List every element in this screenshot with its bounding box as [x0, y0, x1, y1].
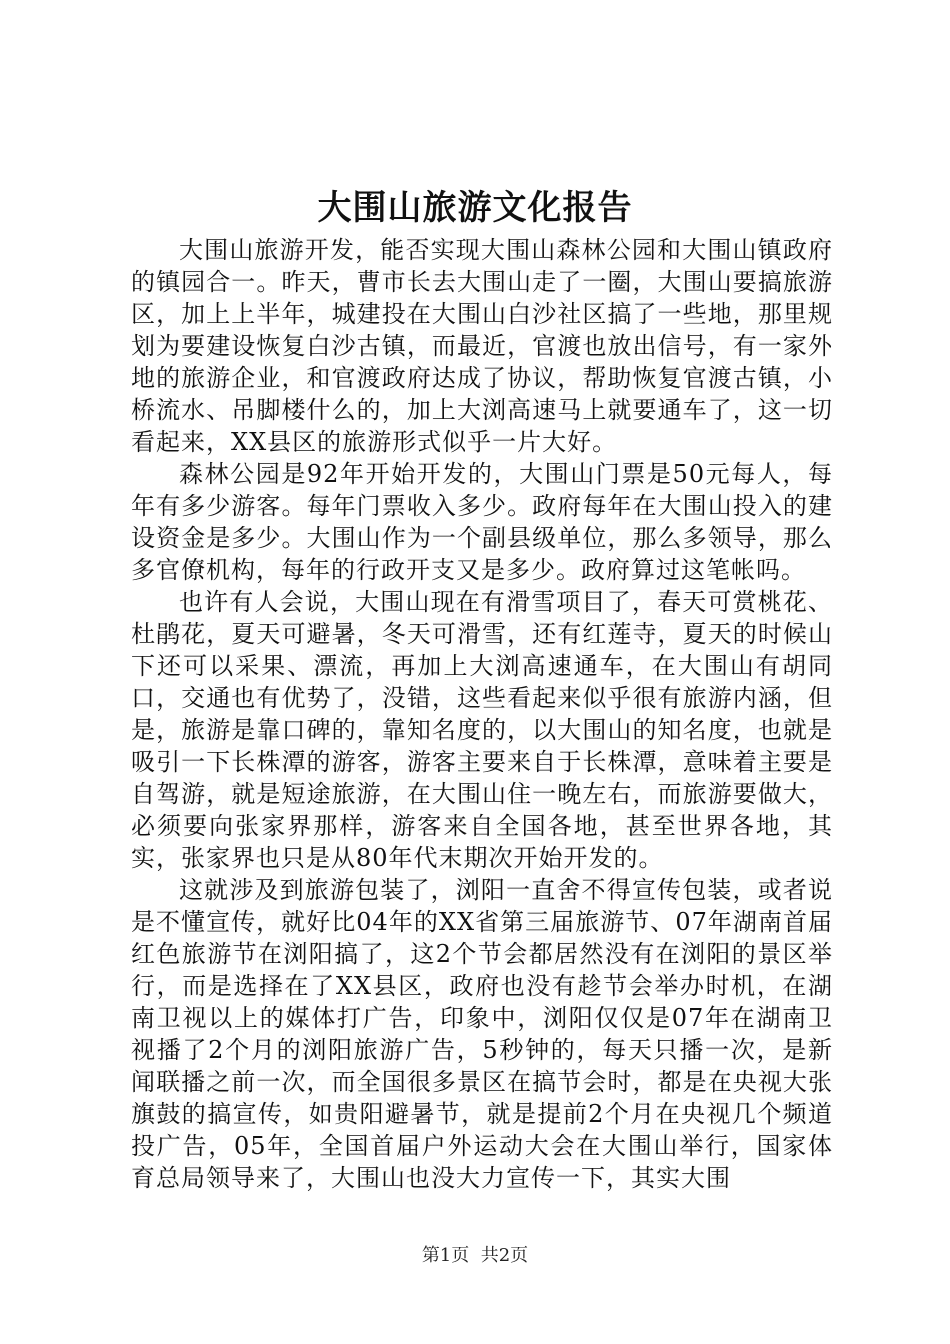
document-title: 大围山旅游文化报告 [317, 188, 633, 228]
paragraph-3: 也许有人会说，大围山现在有滑雪项目了，春天可赏桃花、杜鹃花，夏天可避暑，冬天可滑雪，还有红莲寺，夏天的时候山下还可以采果、漂流，再加上大浏高速通车，在大围山有胡同口，交通也有优势了，没错，这些看起来似乎很有旅游内涵，但是，旅游是靠口碑的，靠知名度的，以大围山的知名度，也就是吸引一下长株潭的游客，游客主要来自于长株潭，意味着主要是自驾游，就是短途旅游，在大围山住一晚左右，而旅游要做大，必须要向张家界那样，游客来自全国各地，甚至世界各地，其实，张家界也只是从80年代末期次开始开发的。 [131, 588, 833, 872]
footer-separator [469, 1245, 480, 1266]
document-body [131, 234, 833, 1194]
paragraph-2: 森林公园是92年开始开发的，大围山门票是50元每人，每年有多少游客。每年门票收入多少。政府每年在大围山投入的建设资金是多少。大围山作为一个副县级单位，那么多领导，那么多官僚机构，每年的行政开支又是多少。政府算过这笔帐吗。 [131, 460, 833, 584]
page-total: 共2页 [480, 1245, 529, 1266]
page-number: 第1页 [421, 1245, 470, 1266]
page-footer [0, 1244, 950, 1268]
paragraph-4: 这就涉及到旅游包装了，浏阳一直舍不得宣传包装，或者说是不懂宣传，就好比04年的XX省第三届旅游节、07年湖南首届红色旅游节在浏阳搞了，这2个节会都居然没有在浏阳的景区举行，而是选择在了XX县区，政府也没有趁节会举办时机，在湖南卫视以上的媒体打广告，印象中，浏阳仅仅是07年在湖南卫视播了2个月的浏阳旅游广告，5秒钟的，每天只播一次，是新闻联播之前一次，而全国很多景区在搞节会时，都是在央视大张旗鼓的搞宣传，如贵阳避暑节，就是提前2个月在央视几个频道投广告，05年，全国首届户外运动大会在大围山举行，国家体育总局领导来了，大围山也没大力宣传一下，其实大围 [131, 876, 833, 1192]
paragraph-1: 大围山旅游开发，能否实现大围山森林公园和大围山镇政府的镇园合一。昨天，曹市长去大围山走了一圈，大围山要搞旅游区，加上上半年，城建投在大围山白沙社区搞了一些地，那里规划为要建设恢复白沙古镇，而最近，官渡也放出信号，有一家外地的旅游企业，和官渡政府达成了协议，帮助恢复官渡古镇，小桥流水、吊脚楼什么的，加上大浏高速马上就要通车了，这一切看起来，XX县区的旅游形式似乎一片大好。 [131, 236, 833, 456]
